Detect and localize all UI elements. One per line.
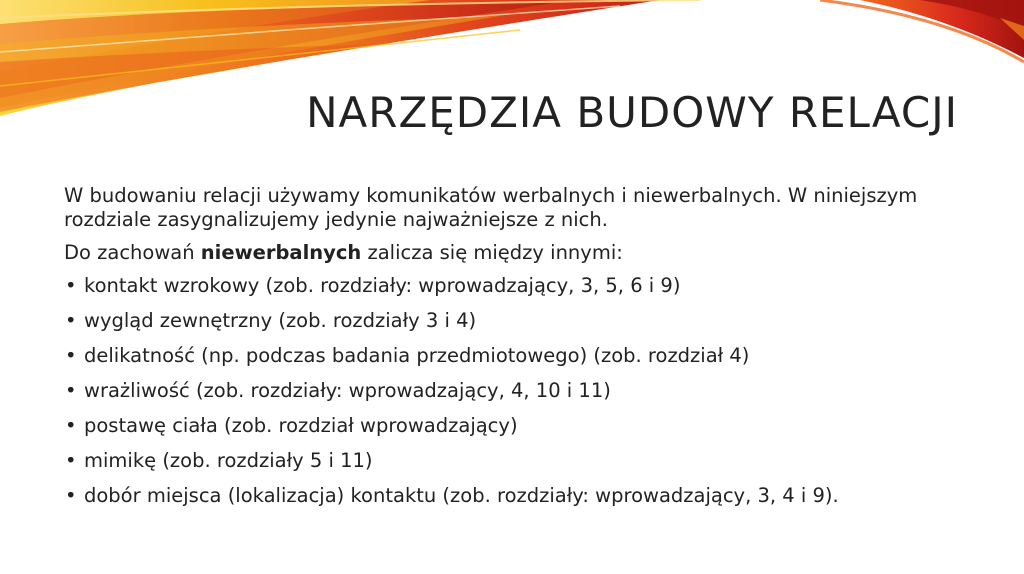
list-item [64,449,954,473]
bullet-glyph: • [65,414,77,437]
bullet-glyph: • [65,309,77,332]
list-item [64,414,954,438]
lead-text-before: Do zachowań [64,241,201,264]
lead-text-bold: niewerbalnych [200,241,362,264]
list-item [64,484,954,508]
bullet-glyph: • [65,379,77,402]
list-item-text: postawę ciała (zob. rozdział wprowadzający) [84,414,518,437]
list-item-text: mimikę (zob. rozdziały 5 i 11) [84,449,373,472]
slide-title: NARZĘDZIA BUDOWY RELACJI [306,88,958,137]
list-item-text: wygląd zewnętrzny (zob. rozdziały 3 i 4) [84,309,477,332]
list-item [64,274,954,298]
slide-body [64,184,954,519]
intro-paragraph: W budowaniu relacji używamy komunikatów werbalnych i niewerbalnych. W niniejszym rozdziale zasygnalizujemy jedynie najważniejsze z nich. [64,184,918,231]
bullet-glyph: • [65,344,77,367]
list-item [64,309,954,333]
list-item [64,379,954,403]
list-item-text: kontakt wzrokowy (zob. rozdziały: wprowadzający, 3, 5, 6 i 9) [84,274,681,297]
lead-text-after: zalicza się między innymi: [361,241,623,264]
list-item [64,344,954,368]
list-item-text: delikatność (np. podczas badania przedmiotowego) (zob. rozdział 4) [84,344,750,367]
bullet-glyph: • [65,484,77,507]
list-item-text: wrażliwość (zob. rozdziały: wprowadzający, 4, 10 i 11) [84,379,611,402]
lead-paragraph [64,241,954,265]
bullet-glyph: • [65,274,77,297]
bullet-list [64,274,954,508]
list-item-text: dobór miejsca (lokalizacja) kontaktu (zob. rozdziały: wprowadzający, 3, 4 i 9). [84,484,839,507]
bullet-glyph: • [65,449,77,472]
